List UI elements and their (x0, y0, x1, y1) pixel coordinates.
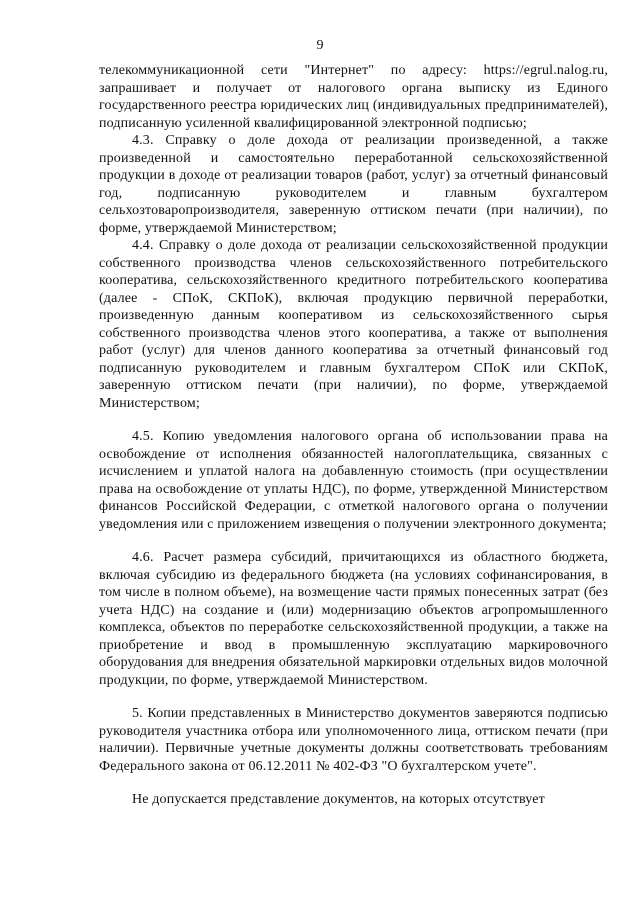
paragraph-4-4: 4.4. Справку о доле дохода от реализации сельскохозяйственной продукции собственного производства членов сельскохозяйственного потребительского кооператива, сельскохозяйственного кредитного потребительского кооператива (далее - СПоК, СКПоК), включая продукцию первичной переработки, произведенную данным кооперативом из сельскохозяйственного сырья собственного производства членов этого кооператива, а также от выполнения работ (услуг) для членов данного кооператива за отчетный финансовый год подписанную руководителем и главным бухгалтером СПоК или СКПоК, заверенную оттиском печати (при наличии), по форме, утверждаемой Министерством; (99, 238, 608, 411)
document-body (99, 62, 608, 809)
page-number: 9 (316, 38, 324, 53)
paragraph-egrul-extract: телекоммуникационной сети "Интернет" по адресу: https://egrul.nalog.ru, запрашивает и получает от налогового органа выписку из Единого государственного реестра юридических лиц (индивидуальных предпринимателей), подписанную усиленной квалифицированной электронной подписью; (99, 63, 608, 131)
paragraph-4-5: 4.5. Копию уведомления налогового органа об использовании права на освобождение от исполнения обязанностей налогоплательщика, связанных с исчислением и уплатой налога на добавленную стоимость (при осуществлении права на освобождение от уплаты НДС), по форме, утвержденной Министерством финансов Российской Федерации, с отметкой налогового органа о получении уведомления или с приложением извещения о получении электронного документа; (99, 429, 608, 532)
paragraph-5: 5. Копии представленных в Министерство документов заверяются подписью руководителя участника отбора или уполномоченного лица, оттиском печати (при наличии). Первичные учетные документы должны соответствовать требованиям Федерального закона от 06.12.2011 № 402-ФЗ "О бухгалтерском учете". (99, 706, 608, 774)
paragraph-4-6: 4.6. Расчет размера субсидий, причитающихся из областного бюджета, включая субсидию из федерального бюджета (на условиях софинансирования, в том числе в полном объеме), на возмещение части прямых понесенных затрат (без учета НДС) на создание и (или) модернизацию объектов агропромышленного комплекса, объектов по переработке сельскохозяйственной продукции, а также на приобретение и ввод в промышленную эксплуатацию маркировочного оборудования для внедрения обязательной маркировки отдельных видов молочной продукции, по форме, утверждаемой Министерством. (99, 550, 608, 688)
paragraph-continuation: Не допускается представление документов, на которых отсутствует (132, 792, 545, 807)
paragraph-4-3: 4.3. Справку о доле дохода от реализации произведенной, а также произведенной и самостоятельно переработанной сельскохозяйственной продукции в доходе от реализации товаров (работ, услуг) за отчетный финансовый год, подписанную руководителем и главным бухгалтером сельхозтоваропроизводителя, заверенную оттиском печати (при наличии), по форме, утверждаемой Министерством; (99, 133, 608, 236)
